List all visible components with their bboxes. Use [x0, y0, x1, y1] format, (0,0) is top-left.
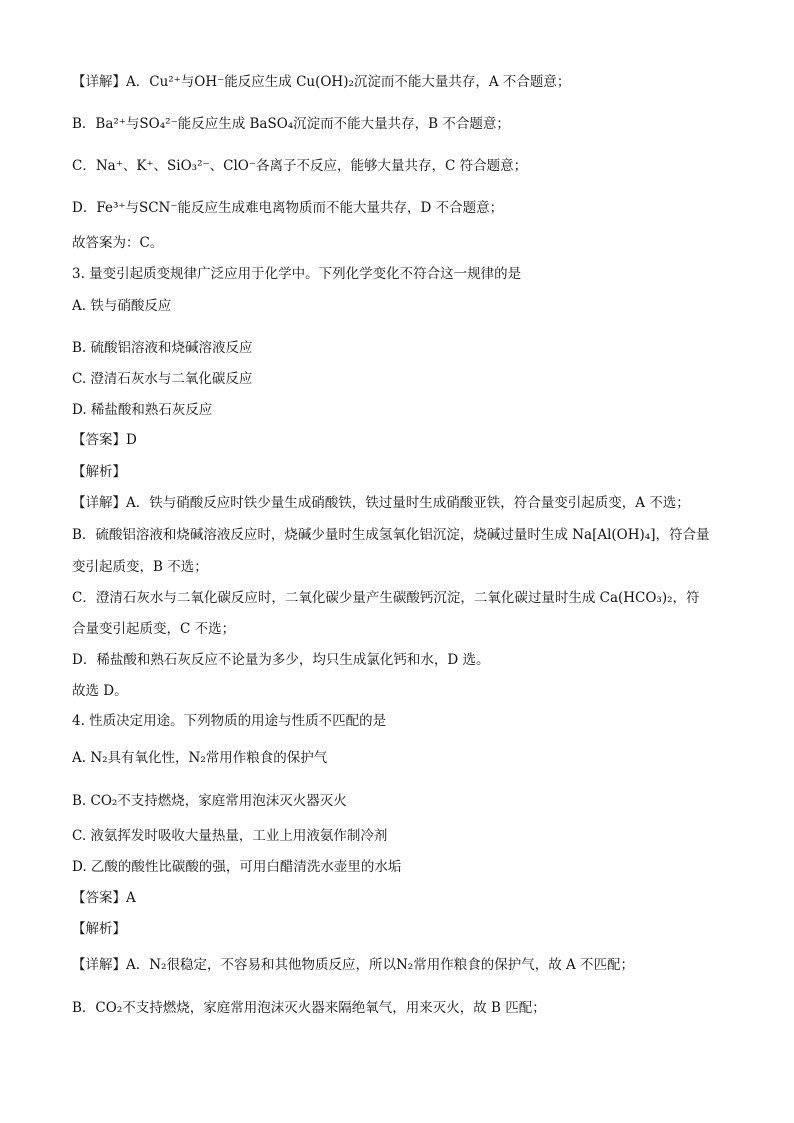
explanation-line-a: 【详解】A．Cu²⁺与OH⁻能反应生成 Cu(OH)₂沉淀而不能大量共存，A 不合题意；	[72, 74, 571, 90]
question-3-option-d: D. 稀盐酸和熟石灰反应	[72, 402, 213, 418]
question-3-stem: 3. 量变引起质变规律广泛应用于化学中。下列化学变化不符合这一规律的是	[72, 266, 522, 282]
question-4-option-b: B. CO₂不支持燃烧，家庭常用泡沫灭火器灭火	[72, 793, 347, 809]
explanation-line-c: C．Na⁺、K⁺、SiO₃²⁻、ClO⁻各离子不反应，能够大量共存，C 符合题意；	[72, 158, 528, 174]
question-3-detail-c-cont: 合量变引起质变，C 不选；	[72, 621, 236, 637]
question-4-detail-b: B．CO₂不支持燃烧，家庭常用泡沫灭火器来隔绝氧气，用来灭火，故 B 匹配；	[72, 1000, 546, 1016]
question-3-analysis-heading: 【解析】	[72, 464, 126, 480]
question-4-analysis-heading: 【解析】	[72, 921, 126, 937]
question-4-detail-a: 【详解】A．N₂很稳定，不容易和其他物质反应，所以N₂常用作粮食的保护气，故 A 不匹配；	[72, 957, 635, 973]
question-3-option-b: B. 硫酸铝溶液和烧碱溶液反应	[72, 340, 253, 356]
question-3-detail-a: 【详解】A．铁与硝酸反应时铁少量生成硝酸铁，铁过量时生成硝酸亚铁，符合量变引起质变，A 不选；	[72, 495, 690, 511]
question-4-option-a: A. N₂具有氧化性，N₂常用作粮食的保护气	[72, 750, 328, 766]
question-3-answer: 【答案】D	[72, 432, 137, 448]
question-4-stem: 4. 性质决定用途。下列物质的用途与性质不匹配的是	[72, 713, 387, 729]
question-3-conclusion: 故选 D。	[72, 683, 128, 699]
question-3-option-a: A. 铁与硝酸反应	[72, 298, 172, 314]
question-3-detail-d: D．稀盐酸和熟石灰反应不论量为多少，均只生成氯化钙和水，D 选。	[72, 652, 490, 668]
question-3-detail-c: C．澄清石灰水与二氧化碳反应时，二氧化碳少量产生碳酸钙沉淀，二氧化碳过量时生成 Ca(HCO₃)₂，符	[72, 590, 700, 606]
explanation-line-d: D．Fe³⁺与SCN⁻能反应生成难电离物质而不能大量共存，D 不合题意；	[72, 200, 504, 216]
question-4-option-c: C. 液氨挥发时吸收大量热量，工业上用液氨作制冷剂	[72, 828, 388, 844]
question-4-option-d: D. 乙酸的酸性比碳酸的强，可用白醋清洗水壶里的水垢	[72, 859, 402, 875]
answer-summary: 故答案为：C。	[72, 235, 164, 251]
question-3-option-c: C. 澄清石灰水与二氧化碳反应	[72, 371, 253, 387]
question-3-detail-b: B．硫酸铝溶液和烧碱溶液反应时，烧碱少量时生成氢氧化铝沉淀，烧碱过量时生成 Na[Al(OH)₄]，符合量	[72, 527, 710, 543]
question-4-answer: 【答案】A	[72, 890, 136, 906]
question-3-detail-b-cont: 变引起质变，B 不选；	[72, 559, 208, 575]
explanation-line-b: B．Ba²⁺与SO₄²⁻能反应生成 BaSO₄沉淀而不能大量共存，B 不合题意；	[72, 116, 510, 132]
